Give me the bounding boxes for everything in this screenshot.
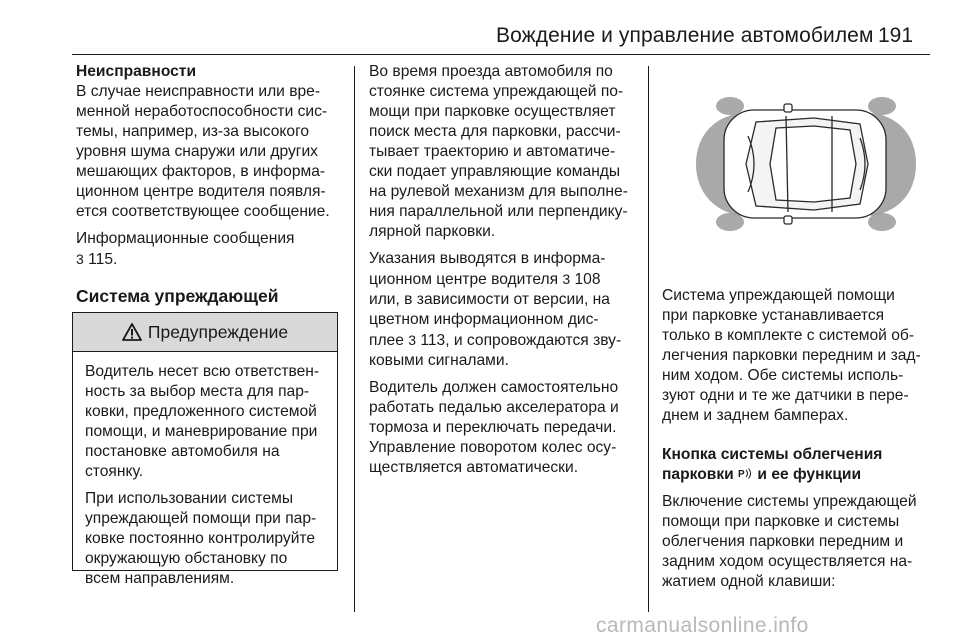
caption-line: днем и заднем бамперах. <box>662 407 849 424</box>
rear-left-side-zone <box>868 97 896 115</box>
malfunction-line: мешающих факторов, в информа- <box>76 163 326 180</box>
caption-line: легчения парковки передним и зад- <box>662 347 921 364</box>
body-line: Во время проезда автомобиля по <box>369 63 613 80</box>
body-line: работать педалью акселератора и <box>369 399 619 416</box>
body-line: поиск места для парковки, рассчи- <box>369 123 621 140</box>
body-line: ния параллельной или перпендику- <box>369 203 628 220</box>
warning-body <box>73 352 337 589</box>
warning-header <box>73 313 337 352</box>
malfunction-line: уровня шума снаружи или других <box>76 143 318 160</box>
column-2 <box>369 62 637 478</box>
body-line: цветном информационном дис- <box>369 311 599 328</box>
body-line: Включение системы упреждающей <box>662 493 917 510</box>
svg-text:P: P <box>738 469 745 480</box>
page-reference[interactable]: 113, и сопровождаются зву- <box>416 332 622 349</box>
warning-line: стоянку. <box>85 463 144 480</box>
body-line-with-ref <box>369 269 637 290</box>
body-line: тормоза и переключать передачи. <box>369 419 617 436</box>
info-messages-page: 115. <box>83 251 118 268</box>
body-line: тывает траекторию и автоматиче- <box>369 143 616 160</box>
column-3 <box>662 286 932 592</box>
warning-line: упреждающей помощи при пар- <box>85 510 317 527</box>
warning-box <box>72 312 338 587</box>
body-line: задним ходом осуществляется на- <box>662 553 913 570</box>
front-left-side-zone <box>716 97 744 115</box>
body-line: стоянке система упреждающей по- <box>369 83 624 100</box>
body-line: помощи при парковке и системы <box>662 513 900 530</box>
warning-line: ность за выбор места для пар- <box>85 383 310 400</box>
header-rule <box>72 54 930 55</box>
malfunction-line: ционном центре водителя появля- <box>76 183 326 200</box>
body-line: Водитель должен самостоятельно <box>369 379 619 396</box>
car-body <box>724 104 886 224</box>
malfunction-line: менной неработоспособности сис- <box>76 103 328 120</box>
column-divider-1 <box>354 66 355 612</box>
page-header <box>0 0 960 58</box>
body-line: жатием одной клавиши: <box>662 573 836 590</box>
body-text: плее <box>369 332 409 349</box>
malfunction-line: ется соответствующее сообщение. <box>76 203 330 220</box>
body-line: мощи при парковке осуществляет <box>369 103 616 120</box>
body-line: ски подает управляющие команды <box>369 163 621 180</box>
front-right-side-zone <box>716 213 744 231</box>
body-text: ционном центре водителя <box>369 271 563 288</box>
warning-line: окружающую обстановку по <box>85 550 288 567</box>
warning-line: помощи, и маневрирование при <box>85 423 318 440</box>
button-heading <box>662 465 932 485</box>
page-reference-arrow-icon[interactable]: 3 <box>408 332 417 348</box>
info-messages-ref: Информационные сообщения <box>76 230 295 247</box>
body-line: Управление поворотом колес осу- <box>369 439 617 456</box>
warning-line: При использовании системы <box>85 490 294 507</box>
warning-line: всем направлениям. <box>85 570 235 587</box>
caption-line: только в комплекте с системой об- <box>662 327 915 344</box>
body-line: на рулевой механизм для выполне- <box>369 183 628 200</box>
page-reference-arrow-icon[interactable]: 3 <box>562 271 571 287</box>
button-heading-text: и ее функции <box>753 466 862 483</box>
column-divider-2 <box>648 66 649 612</box>
warning-triangle-icon <box>122 323 142 341</box>
body-line: ковыми сигналами. <box>369 352 509 369</box>
warning-line: ковке постоянно контролируйте <box>85 530 316 547</box>
body-line: или, в зависимости от версии, на <box>369 291 610 308</box>
warning-title: Предупреждение <box>147 321 289 342</box>
page-reference[interactable]: 108 <box>570 271 601 288</box>
malfunction-heading: Неисправности <box>76 63 197 80</box>
malfunction-line: В случае неисправности или вре- <box>76 83 321 100</box>
section-heading-line: Система упреждающей <box>76 286 279 306</box>
warning-line: постановке автомобиля на <box>85 443 280 460</box>
body-line: ществляется автоматически. <box>369 459 579 476</box>
caption-line: Система упреждающей помощи <box>662 287 895 304</box>
button-heading-text: парковки <box>662 466 739 483</box>
caption-line: зуют одни и те же датчики в пере- <box>662 387 909 404</box>
button-heading: Кнопка системы облегчения <box>662 446 883 463</box>
body-line-with-ref <box>369 330 637 351</box>
caption-line: ним ходом. Обе системы исполь- <box>662 367 904 384</box>
body-line: Указания выводятся в информа- <box>369 250 606 267</box>
warning-line: Водитель несет всю ответствен- <box>85 363 320 380</box>
park-assist-icon <box>738 467 753 480</box>
malfunction-line: темы, например, из-за высокого <box>76 123 310 140</box>
warning-line: ковки, предложенного системой <box>85 403 317 420</box>
car-sensor-diagram <box>664 66 930 276</box>
chapter-title: Вождение и управление автомобилем <box>496 24 874 47</box>
watermark: carmanualsonline.info <box>596 614 809 637</box>
caption-line: при парковке устанавливается <box>662 307 885 324</box>
body-line: облегчения парковки передним и <box>662 533 904 550</box>
body-line: лярной парковки. <box>369 223 496 240</box>
info-messages-page-ref[interactable] <box>76 249 346 270</box>
page-number: 191 <box>878 24 914 47</box>
page-reference-arrow-icon: 3 <box>76 251 84 267</box>
column-1 <box>76 62 346 328</box>
rear-right-side-zone <box>868 213 896 231</box>
